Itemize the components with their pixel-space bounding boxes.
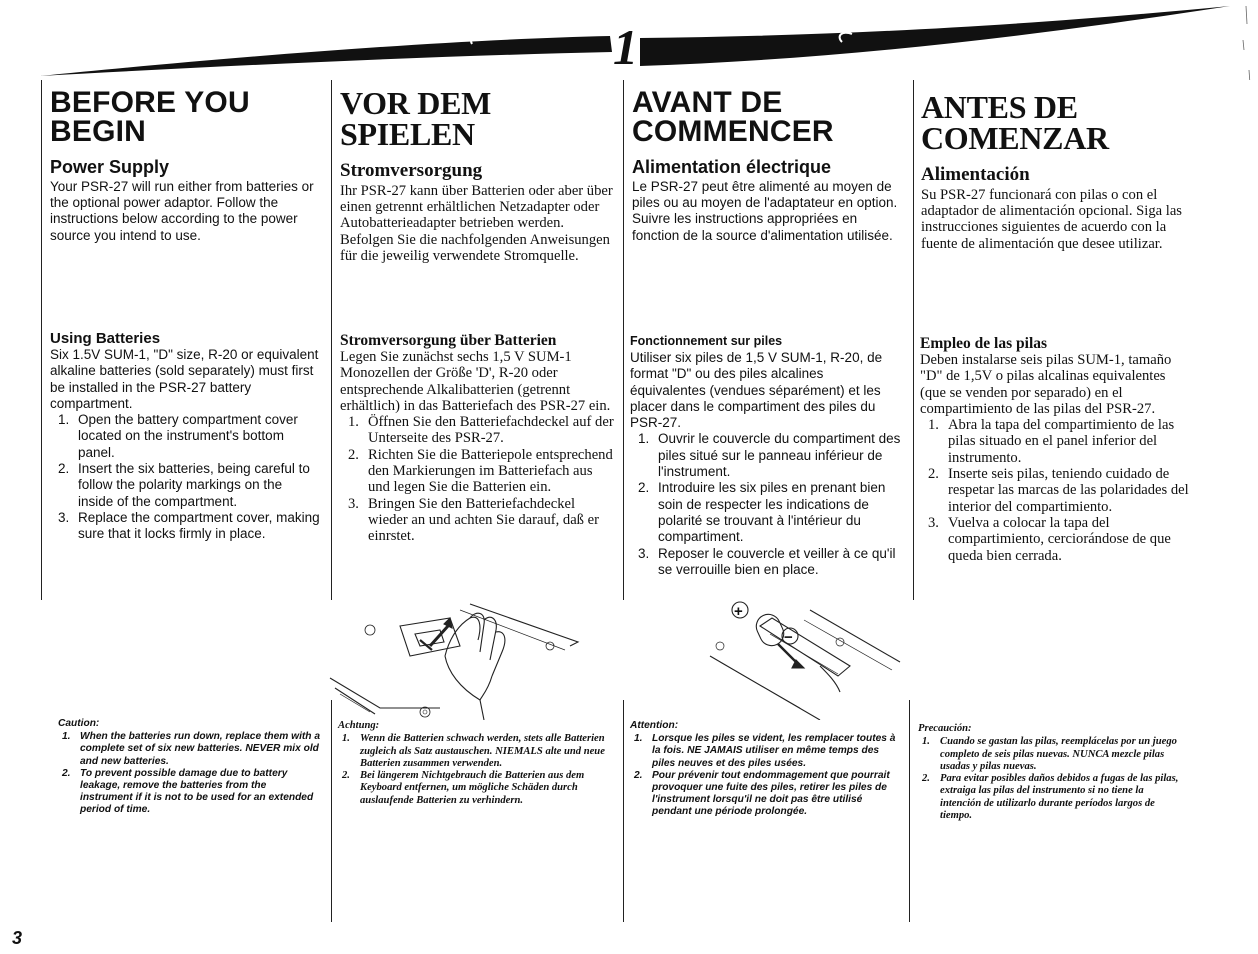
column-title: ANTES DE COMENZAR [921, 89, 1109, 157]
header-banner [0, 0, 1258, 80]
list-item: 2. Inserte seis pilas, teniendo cuidado de respetar las marcas de las polaridades del interior del compartimiento. [928, 466, 1189, 515]
caution-english [58, 718, 320, 817]
section-spanish [920, 335, 1192, 564]
steps-list [50, 412, 320, 542]
list-item: 1. Lorsque les piles se vident, les remplacer toutes à la fois. NE JAMAIS utiliser en même temps des piles neuves et des piles usées. [634, 733, 896, 769]
section-text: Legen Sie zunächst sechs 1,5 V SUM-1 Monozellen der Größe 'D', R-20 oder entsprechende Alkalibatterien (getrennt erhältlich) in das Batteriefach des PSR-27 ein. [340, 349, 611, 414]
list-item: 2. Para evitar posibles daños debidos a fugas de las pilas, extraiga las pilas del instrumento si no tiene la intención de utilizarlo durante períodos largos de tiempo. [922, 773, 1179, 822]
list-item: 2. Richten Sie die Batteriepole entsprechend den Markierungen im Batteriefach aus und legen Sie die Batterien ein. [348, 446, 613, 496]
caution-list [338, 733, 610, 807]
battery-minus-sign: − [784, 629, 793, 646]
column-divider-4 [913, 80, 914, 600]
intro-text: Le PSR-27 peut être alimenté au moyen de piles ou au moyen de l'adaptateur en option. Suivre les instructions appropriées en fonction de la source d'alimentation utilisée. [632, 178, 898, 243]
page-number: 3 [12, 928, 23, 948]
caution-french [630, 720, 902, 819]
column-title: AVANT DE COMMENCER [632, 86, 834, 149]
caution-title: Attention: [630, 720, 679, 731]
caution-german [338, 720, 610, 807]
column-subtitle: Stromversorgung [340, 159, 483, 181]
list-item: 3. Replace the compartment cover, making sure that it locks firmly in place. [58, 509, 320, 542]
column-title: VOR DEM SPIELEN [340, 85, 492, 153]
column-subtitle: Alimentation électrique [632, 156, 832, 177]
list-item: 1. Open the battery compartment cover located on the instrument's bottom panel. [58, 412, 298, 460]
steps-list [630, 431, 902, 578]
column-spanish [921, 89, 1191, 252]
section-title: Stromversorgung über Batterien [340, 332, 557, 349]
section-german [340, 332, 616, 545]
battery-cover-illustration [320, 596, 590, 720]
section-title: Using Batteries [50, 330, 161, 347]
list-item: 3. Vuelva a colocar la tapa del compartimiento, cerciorándose de que queda bien cerrada. [928, 514, 1171, 564]
list-item: 1. Cuando se gastan las pilas, reemplácelas por un juego completo de seis pilas nuevas. NUNCA mezcle pilas usadas y pilas nuevas. [922, 736, 1177, 772]
steps-list [920, 417, 1192, 564]
column-divider-3 [623, 80, 624, 600]
section-text: Utiliser six piles de 1,5 V SUM-1, R-20, de format "D" ou des piles alcalines équivalentes (vendues séparément) et les placer dans le compartiment des piles du PSR-27. [630, 350, 883, 431]
list-item: 1. Wenn die Batterien schwach werden, stets alle Batterien zugleich als Satz austauschen. NIEMALS alte und neue Batterien zusammen verwenden. [342, 733, 605, 769]
intro-text: Your PSR-27 will run either from batteries or the optional power adaptor. Follow the instructions below according to the power source you intend to use. [50, 178, 314, 243]
column-subtitle: Power Supply [50, 156, 170, 177]
caution-title: Caution: [58, 718, 100, 729]
list-item: 1. Öffnen Sie den Batteriefachdeckel auf der Unterseite des PSR-27. [348, 414, 614, 447]
intro-text: Su PSR-27 funcionará con pilas o con el adaptador de alimentación opcional. Siga las instrucciones siguientes de acuerdo con la fuente de alimentación que desee utilizar. [921, 186, 1182, 252]
column-divider-2 [331, 80, 332, 600]
list-item: 2. To prevent possible damage due to battery leakage, remove the batteries from the instrument if it is not to be used for an extended period of time. [62, 767, 314, 816]
column-title: BEFORE YOU BEGIN [50, 86, 250, 149]
section-text: Deben instalarse seis pilas SUM-1, tamaño "D" de 1,5V o pilas alcalinas equivalentes (que se venden por separado) en el compartimiento de las pilas del PSR-27. [920, 352, 1172, 417]
column-english [50, 88, 320, 244]
caution-title: Achtung: [338, 720, 380, 731]
section-french [630, 333, 902, 578]
list-item: 2. Pour prévenir tout endommagement que pourrait provoquer une fuite des piles, retirer les piles de l'instrument lorsqu'il ne doit pas être utilisé pendant une période prolongée. [634, 769, 890, 818]
list-item: 2. Bei längerem Nichtgebrauch die Batterien aus dem Keyboard entfernen, um mögliche Schäden durch auslaufende Batterien zu verhindern. [342, 770, 585, 806]
list-item: 2. Introduire les six piles en prenant bien soin de respecter les indications de polarité se trouvant à l'intérieur du compartiment. [638, 480, 886, 545]
battery-plus-sign: + [734, 603, 743, 620]
chapter-number: 1 [613, 19, 638, 75]
column-divider-lower-3 [623, 700, 624, 922]
section-title: Empleo de las pilas [920, 335, 1048, 352]
caution-title: Precaución: [918, 723, 972, 734]
steps-list [340, 414, 616, 544]
caution-list [918, 736, 1186, 822]
column-divider-1 [41, 80, 42, 600]
battery-polarity-illustration [700, 596, 910, 720]
caution-spanish [918, 723, 1186, 822]
list-item: 1. Abra la tapa del compartimiento de las pilas situado en el panel inferior del instrumento. [928, 417, 1175, 466]
list-item: 1. When the batteries run down, replace them with a complete set of six new batteries. NEVER mix old and new batteries. [62, 731, 321, 767]
section-english [50, 330, 320, 543]
intro-text: Ihr PSR-27 kann über Batterien oder aber über einen getrennt erhältlichen Netzadapter oder Autobatterieadapter betrieben werden. Befolgen Sie die nachfolgenden Anweisungen für die jeweilig verwendete Stromquelle. [340, 182, 613, 264]
section-title: Fonctionnement sur piles [630, 334, 783, 348]
column-divider-lower-4 [909, 700, 910, 922]
column-german [340, 85, 615, 264]
column-french [632, 88, 904, 244]
caution-list [630, 733, 902, 818]
list-item: 2. Insert the six batteries, being careful to follow the polarity markings on the inside of the compartment. [58, 461, 310, 509]
list-item: 3. Bringen Sie den Batteriefachdeckel wieder an und achten Sie darauf, daß er einrstet. [348, 495, 599, 545]
caution-list [58, 731, 320, 816]
column-subtitle: Alimentación [921, 163, 1030, 185]
section-text: Six 1.5V SUM-1, "D" size, R-20 or equivalent alkaline batteries (sold separately) must first be installed in the PSR-27 battery compartment. [50, 347, 319, 411]
list-item: 1. Ouvrir le couvercle du compartiment des piles situé sur le panneau inférieur de l'instrument. [638, 431, 901, 480]
list-item: 3. Reposer le couvercle et veiller à ce qu'il se verrouille bien en place. [638, 545, 896, 577]
column-divider-lower-2 [331, 700, 332, 922]
